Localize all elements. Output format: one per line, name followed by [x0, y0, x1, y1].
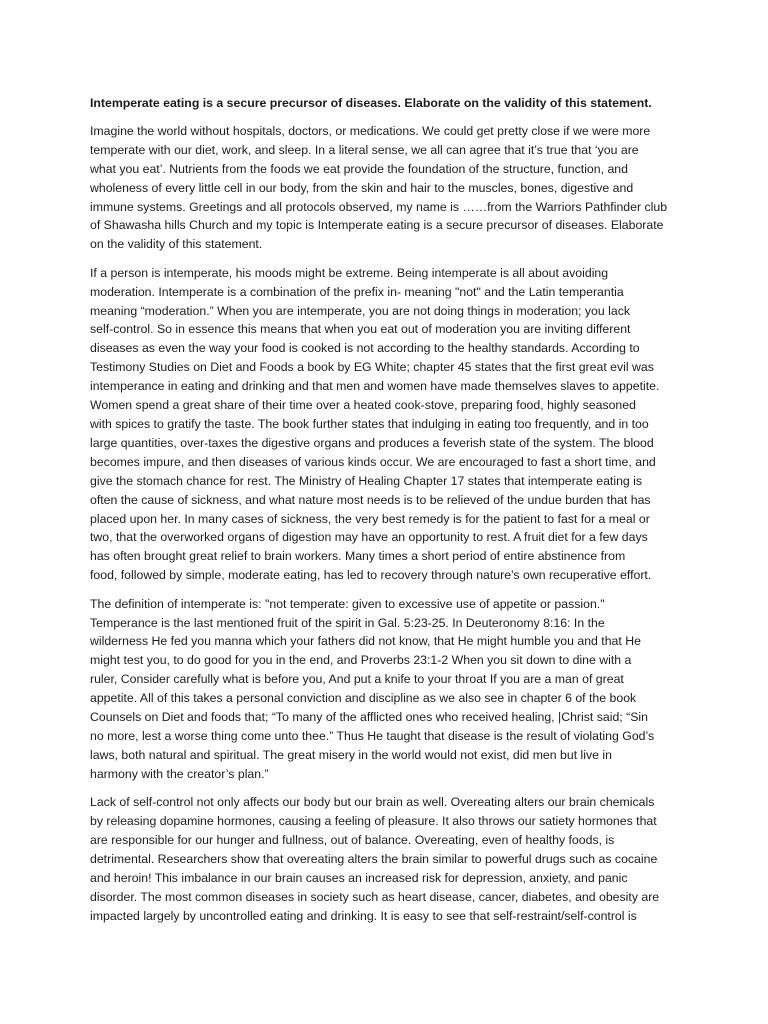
paragraph-line: wilderness He fed you manna which your fathers did not know, that He might humble you and that He: [90, 634, 641, 649]
document-page: [90, 94, 682, 935]
paragraph-line: Lack of self-control not only affects our body but our brain as well. Overeating alters our brain chemicals: [90, 795, 655, 810]
paragraph-line: large quantities, over-taxes the digestive organs and produces a feverish state of the system. The blood: [90, 435, 654, 450]
paragraph-line: often the cause of sickness, and what nature most needs is to be relieved of the undue burden that has: [90, 492, 651, 507]
paragraph-line: meaning “moderation.” When you are intemperate, you are not doing things in moderation; you lack: [90, 303, 631, 318]
paragraph: [90, 595, 682, 784]
paragraph-line: disorder. The most common diseases in society such as heart disease, cancer, diabetes, and obesity are: [90, 889, 660, 904]
paragraph-line: ruler, Consider carefully what is before you, And put a knife to your throat If you are a man of great: [90, 672, 624, 687]
paragraph-line: food, followed by simple, moderate eating, has led to recovery through nature's own recuperative effort.: [90, 568, 652, 583]
paragraph-line: has often brought great relief to brain workers. Many times a short period of entire abstinence from: [90, 549, 626, 564]
paragraph-line: no more, lest a worse thing come unto thee.” Thus He taught that disease is the result of violating God’s: [90, 729, 655, 743]
paragraph-line: what you eat’. Nutrients from the foods we eat provide the foundation of the structure, function, and: [90, 161, 628, 176]
paragraph-line: Counsels on Diet and foods that; “To many of the afflicted ones who received healing, |Christ said; “Sin: [90, 710, 649, 725]
paragraph: [90, 793, 682, 925]
paragraph-line: Women spend a great share of their time over a heated cook-stove, preparing food, highly seasoned: [90, 398, 636, 413]
paragraph-line: and heroin! This imbalance in our brain causes an increased risk for depression, anxiety, and panic: [90, 870, 628, 885]
document-title: Intemperate eating is a secure precursor of diseases. Elaborate on the validity of this statement.: [90, 96, 652, 110]
paragraph-line: appetite. All of this takes a personal conviction and discipline as we also see in chapter 6 of the book: [90, 691, 637, 706]
paragraph-line: diseases as even the way your food is cooked is not according to the healthy standards. According to: [90, 341, 640, 356]
paragraph-line: might test you, to do good for you in the end, and Proverbs 23:1-2 When you sit down to dine with a: [90, 653, 632, 668]
paragraph-line: If a person is intemperate, his moods might be extreme. Being intemperate is all about avoiding: [90, 265, 609, 280]
paragraph-line: placed upon her. In many cases of sickness, the very best remedy is for the patient to fast for a meal or: [90, 511, 650, 526]
paragraph-line: intemperance in eating and drinking and that men and women have made themselves slaves to appetite.: [90, 379, 660, 394]
paragraph-line: two, that the overworked organs of digestion may have an opportunity to rest. A fruit diet for a few days: [90, 530, 648, 545]
paragraph-line: wholeness of every little cell in our body, from the skin and hair to the muscles, bones, digestive and: [90, 180, 634, 195]
paragraph-line: self-control. So in essence this means that when you eat out of moderation you are inviting different: [90, 322, 631, 337]
paragraph-line: temperate with our diet, work, and sleep. In a literal sense, we all can agree that it’s true that ‘you are: [90, 142, 639, 157]
paragraph-line: Temperance is the last mentioned fruit of the spirit in Gal. 5:23-25. In Deuteronomy 8:16: In the: [90, 615, 605, 630]
paragraph: [90, 264, 682, 585]
paragraph-line: give the stomach chance for rest. The Ministry of Healing Chapter 17 states that intemperate eating is: [90, 473, 643, 488]
paragraph-line: laws, both natural and spiritual. The great misery in the world would not exist, did men but live in: [90, 747, 612, 762]
document-body: [90, 122, 682, 926]
paragraph-line: impacted largely by uncontrolled eating and drinking. It is easy to see that self-restraint/self-control is: [90, 908, 637, 923]
paragraph-line: by releasing dopamine hormones, causing a feeling of pleasure. It also throws our satiety hormones that: [90, 814, 657, 829]
paragraph-line: with spices to gratify the taste. The book further states that indulging in eating too frequently, and in too: [90, 417, 649, 431]
paragraph-line: are responsible for our hunger and fullness, out of balance. Overeating, even of healthy foods, is: [90, 833, 615, 848]
paragraph: [90, 122, 682, 254]
paragraph-line: Testimony Studies on Diet and Foods a book by EG White; chapter 45 states that the first great evil was: [90, 360, 654, 375]
paragraph-line: The definition of intemperate is: "not temperate: given to excessive use of appetite or passion.": [90, 596, 605, 611]
paragraph-line: of Shawasha hills Church and my topic is Intemperate eating is a secure precursor of diseases. Elaborate: [90, 218, 664, 233]
paragraph-line: moderation. Intemperate is a combination of the prefix in- meaning "not" and the Latin temperantia: [90, 284, 624, 299]
paragraph-line: harmony with the creator’s plan.”: [90, 766, 269, 781]
paragraph-line: detrimental. Researchers show that overeating alters the brain similar to powerful drugs such as cocaine: [90, 851, 658, 866]
paragraph-line: on the validity of this statement.: [90, 237, 263, 252]
paragraph-line: Imagine the world without hospitals, doctors, or medications. We could get pretty close if we were more: [90, 123, 651, 138]
paragraph-line: becomes impure, and then diseases of various kinds occur. We are encouraged to fast a short time, and: [90, 454, 656, 469]
paragraph-line: immune systems. Greetings and all protocols observed, my name is ……from the Warriors Pathfinder club: [90, 199, 668, 214]
